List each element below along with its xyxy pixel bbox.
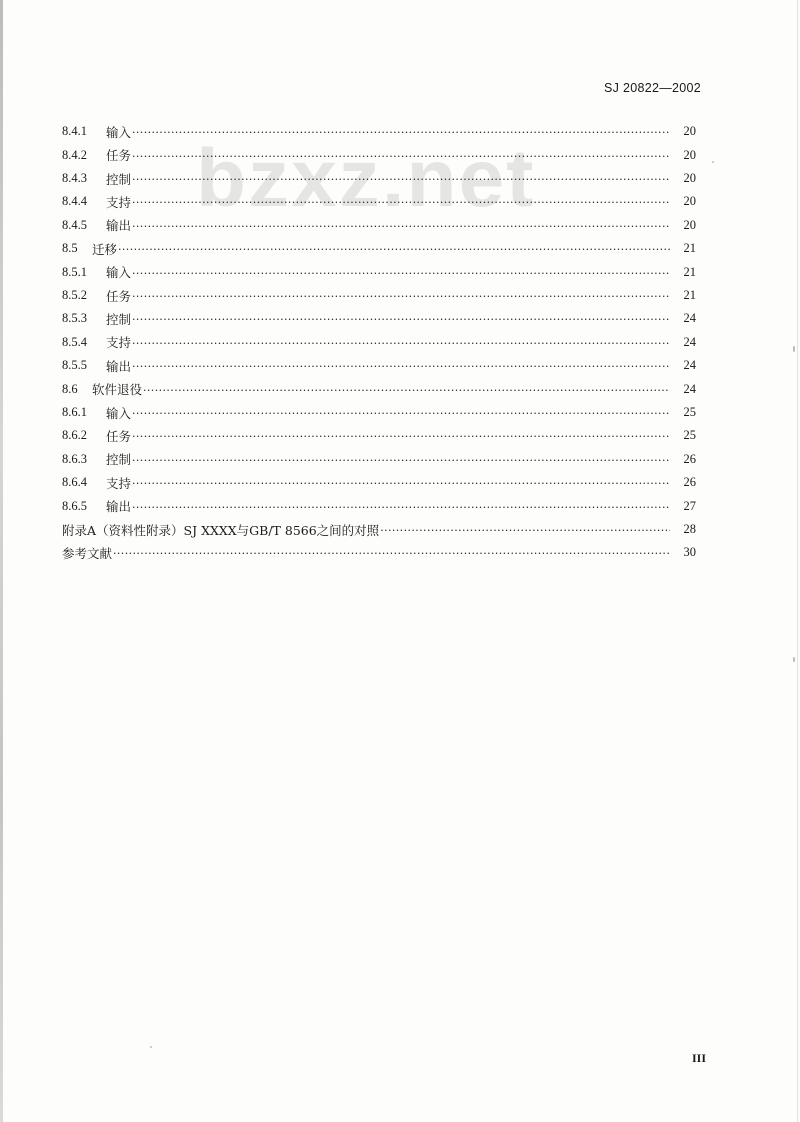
toc-dot-leader: [132, 150, 670, 163]
toc-dot-leader: [113, 547, 670, 560]
toc-entry-page: 21: [683, 288, 696, 303]
toc-entry-number: 8.5.5: [62, 358, 87, 373]
toc-dot-leader: [132, 337, 670, 350]
toc-entry[interactable]: [62, 401, 696, 425]
toc-entry-title: 软件退役: [92, 382, 143, 398]
toc-entry-title: 支持: [106, 335, 132, 351]
toc-entry[interactable]: [62, 307, 696, 331]
toc-entry-number: 8.6: [62, 381, 78, 396]
toc-entry-page: 24: [683, 334, 696, 349]
toc-dot-leader: [132, 267, 670, 280]
scan-right-edge: [797, 0, 798, 1122]
toc-entry-page: 20: [683, 217, 696, 232]
toc-entry[interactable]: [62, 237, 696, 261]
toc-dot-leader: [132, 360, 670, 373]
toc-entry-title: 支持: [106, 475, 132, 491]
toc-entry-title: 输入: [106, 405, 132, 421]
toc-entry-page: 24: [683, 381, 696, 396]
toc-entry-title: 输入: [106, 124, 132, 140]
toc-entry[interactable]: [62, 260, 696, 284]
toc-dot-leader: [132, 454, 670, 467]
toc-entry-title: 迁移: [92, 241, 118, 257]
toc-entry[interactable]: [62, 377, 696, 401]
toc-entry[interactable]: [62, 354, 696, 378]
toc-dot-leader: [118, 243, 670, 256]
toc-entry-title: 输出: [106, 358, 132, 374]
toc-entry-title: 输出: [106, 499, 132, 515]
toc-entry[interactable]: [62, 518, 696, 542]
toc-entry-number: 8.6.4: [62, 475, 87, 490]
toc-dot-leader: [132, 290, 670, 303]
toc-entry-page: 28: [683, 522, 696, 537]
toc-entry-title: 附录A（资料性附录）SJ XXXX与GB/T 8566之间的对照: [62, 522, 380, 538]
toc-entry-number: 8.5.1: [62, 264, 87, 279]
toc-entry-page: 25: [683, 428, 696, 443]
toc-dot-leader: [132, 501, 670, 514]
toc-entry-page: 20: [683, 124, 696, 139]
toc-entry[interactable]: [62, 120, 696, 144]
toc-dot-leader: [380, 524, 670, 537]
toc-entry-title: 任务: [106, 148, 132, 164]
toc-entry[interactable]: [62, 284, 696, 308]
toc-entry-page: 30: [683, 545, 696, 560]
toc-dot-leader: [132, 126, 670, 139]
watermark: bzxz.net: [196, 133, 536, 224]
toc-entry-page: 27: [683, 498, 696, 513]
toc-dot-leader: [143, 384, 670, 397]
toc-dot-leader: [132, 430, 670, 443]
toc-entry-title: 任务: [106, 428, 132, 444]
page-number: III: [692, 1051, 707, 1065]
toc-entry-page: 26: [683, 475, 696, 490]
toc-entry-title: 输入: [106, 265, 132, 281]
toc-entry[interactable]: [62, 190, 696, 214]
toc-entry-title: 控制: [106, 452, 132, 468]
toc-dot-leader: [132, 477, 670, 490]
toc-entry[interactable]: [62, 331, 696, 355]
toc-entry-page: 20: [683, 147, 696, 162]
toc-entry-page: 24: [683, 358, 696, 373]
toc-entry-page: 20: [683, 194, 696, 209]
toc-entry-number: 8.6.3: [62, 451, 87, 466]
toc-entry[interactable]: [62, 143, 696, 167]
toc-entry-number: 8.6.2: [62, 428, 87, 443]
toc-entry-number: 8.6.5: [62, 498, 87, 513]
toc-entry-title: 输出: [106, 218, 132, 234]
toc-entry[interactable]: [62, 471, 696, 495]
toc-dot-leader: [132, 407, 670, 420]
toc-dot-leader: [132, 196, 670, 209]
toc-entry-number: 8.5.3: [62, 311, 87, 326]
scan-speck: [150, 1046, 152, 1048]
toc-dot-leader: [132, 173, 670, 186]
toc-entry-number: 8.6.1: [62, 405, 87, 420]
scan-speck: [793, 657, 795, 662]
toc-entry-title: 控制: [106, 311, 132, 327]
toc-entry-number: 8.4.3: [62, 171, 87, 186]
toc-entry-page: 21: [683, 241, 696, 256]
toc-entry[interactable]: [62, 167, 696, 191]
toc-entry[interactable]: [62, 494, 696, 518]
toc-entry-page: 24: [683, 311, 696, 326]
toc-entry[interactable]: [62, 448, 696, 472]
toc-entry-number: 8.4.1: [62, 124, 87, 139]
toc-entry-number: 8.5: [62, 241, 78, 256]
standard-code: SJ 20822—2002: [604, 81, 702, 95]
toc-entry-title: 参考文献: [62, 545, 113, 561]
toc-entry-number: 8.5.4: [62, 334, 87, 349]
toc-entry-page: 25: [683, 405, 696, 420]
toc-entry-title: 任务: [106, 288, 132, 304]
toc-entry-number: 8.4.2: [62, 147, 87, 162]
toc-entry-number: 8.5.2: [62, 288, 87, 303]
toc-entry-page: 20: [683, 171, 696, 186]
toc-entry-number: 8.4.5: [62, 217, 87, 232]
toc-entry-page: 26: [683, 451, 696, 466]
toc-entry-title: 控制: [106, 171, 132, 187]
scan-speck: [793, 346, 795, 352]
scan-speck: [712, 161, 714, 163]
toc-dot-leader: [132, 313, 670, 326]
toc-entry[interactable]: [62, 541, 696, 565]
toc-entry[interactable]: [62, 214, 696, 238]
toc-entry-number: 8.4.4: [62, 194, 87, 209]
toc-entry[interactable]: [62, 424, 696, 448]
toc-entry-page: 21: [683, 264, 696, 279]
toc-entry-title: 支持: [106, 194, 132, 210]
scan-left-edge: [0, 0, 3, 1122]
toc-dot-leader: [132, 220, 670, 233]
